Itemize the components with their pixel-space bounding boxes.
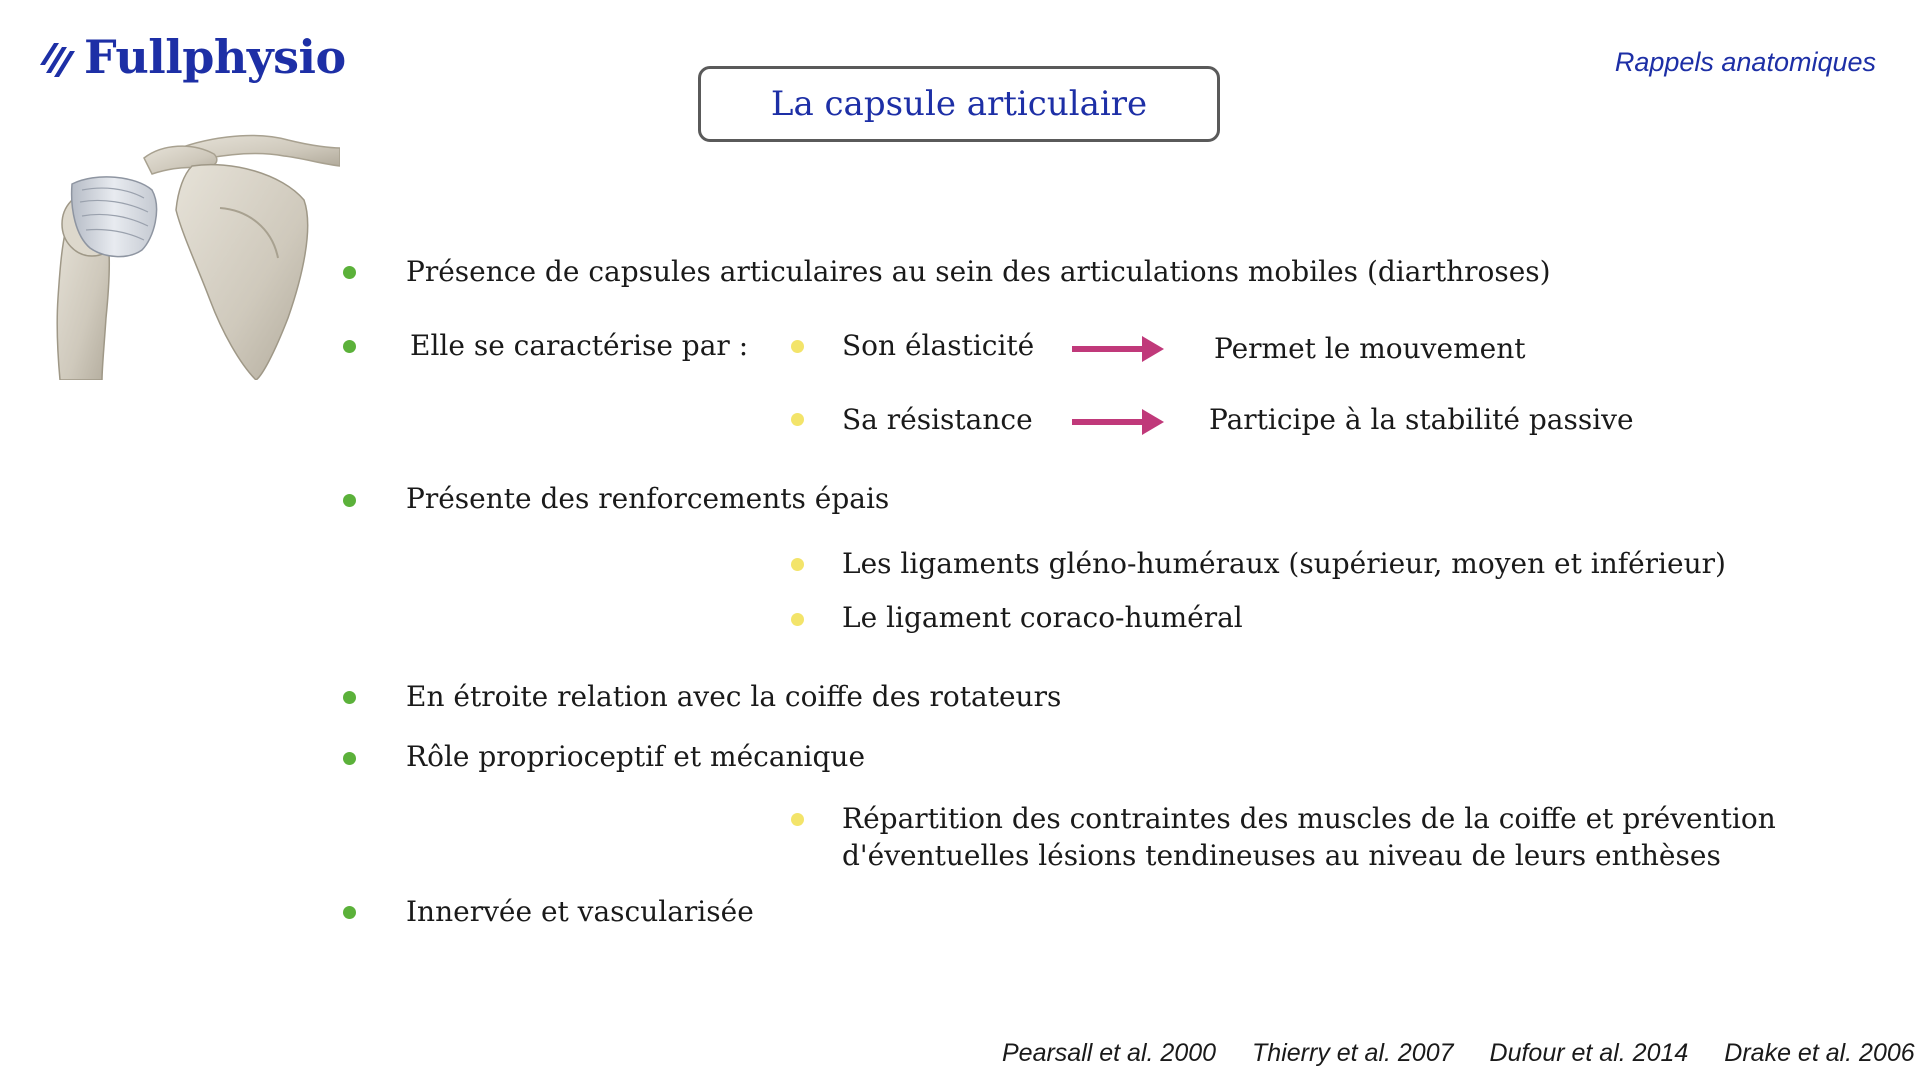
sub-bullet-dot (791, 413, 804, 426)
sub-bullet-elasticity: Son élasticité (842, 329, 1035, 362)
bullet-innervated-vascularized: Innervée et vascularisée (406, 895, 754, 928)
sub-bullet-dot (791, 613, 804, 626)
bullet-dot (343, 266, 356, 279)
result-movement: Permet le mouvement (1214, 332, 1526, 365)
result-passive-stability: Participe à la stabilité passive (1209, 403, 1634, 436)
sub-bullet-dot (791, 813, 804, 826)
bullet-capsules-presence: Présence de capsules articulaires au sein des articulations mobiles (diarthroses) (406, 255, 1551, 288)
sub-bullet-stress-distribution-line2: d'éventuelles lésions tendineuses au niveau de leurs enthèses (842, 839, 1721, 872)
page-title: La capsule articulaire (770, 84, 1148, 124)
sub-bullet-dot (791, 340, 804, 353)
reference-item: Thierry et al. 2007 (1252, 1039, 1454, 1067)
arrow-right-icon (1072, 409, 1164, 435)
bullet-rotator-cuff-relation: En étroite relation avec la coiffe des rotateurs (406, 680, 1062, 713)
sub-bullet-resistance: Sa résistance (842, 403, 1033, 436)
references (1002, 1039, 1920, 1068)
brand-name: Fullphysio (84, 30, 346, 84)
bullet-dot (343, 340, 356, 353)
reference-item: Dufour et al. 2014 (1489, 1039, 1689, 1067)
sub-bullet-stress-distribution-line1: Répartition des contraintes des muscles de la coiffe et prévention (842, 802, 1776, 835)
bullet-reinforcements: Présente des renforcements épais (406, 482, 890, 515)
bullet-dot (343, 906, 356, 919)
shoulder-joint-illustration (52, 118, 340, 380)
sub-bullet-dot (791, 558, 804, 571)
section-label: Rappels anatomiques (1614, 47, 1876, 77)
arrow-right-icon (1072, 336, 1164, 362)
sub-bullet-gleno-humeral-ligaments: Les ligaments gléno-huméraux (supérieur, moyen et inférieur) (842, 547, 1726, 580)
bullet-dot (343, 494, 356, 507)
reference-item: Pearsall et al. 2000 (1002, 1039, 1217, 1067)
logo-slashes-icon (36, 35, 76, 79)
title-box (698, 66, 1220, 142)
bullet-proprioceptive-role: Rôle proprioceptif et mécanique (406, 740, 866, 773)
sub-bullet-coraco-humeral-ligament: Le ligament coraco-huméral (842, 601, 1243, 634)
bullet-dot (343, 752, 356, 765)
brand-logo (36, 30, 346, 84)
bullet-dot (343, 691, 356, 704)
bullet-characterized-by: Elle se caractérise par : (410, 329, 749, 362)
reference-item: Drake et al. 2006 (1724, 1039, 1915, 1067)
